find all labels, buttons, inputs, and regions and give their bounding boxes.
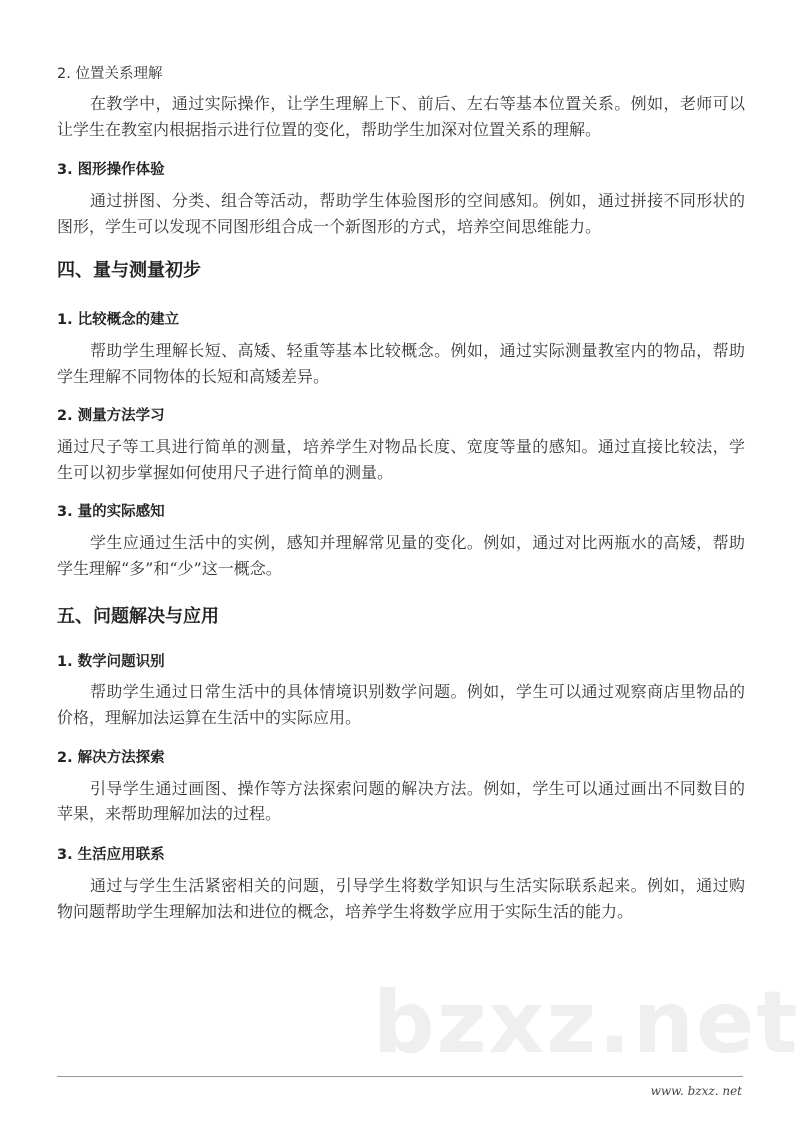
- subheading: 2. 解决方法探索: [57, 750, 165, 766]
- section-heading: 五、问题解决与应用: [57, 606, 219, 627]
- section-heading: 四、量与测量初步: [57, 260, 201, 281]
- subheading: 2. 测量方法学习: [57, 408, 165, 424]
- paragraph-line: 帮助学生理解长短、高矮、轻重等基本比较概念。例如，通过实际测量教室内的物品，帮助: [90, 341, 745, 360]
- paragraph-line: 让学生在教室内根据指示进行位置的变化，帮助学生加深对位置关系的理解。: [57, 120, 602, 139]
- paragraph-line: 帮助学生通过日常生活中的具体情境识别数学问题。例如，学生可以通过观察商店里物品的: [90, 682, 745, 701]
- footer-url: www. bzxz. net: [650, 1084, 742, 1098]
- paragraph-line: 价格，理解加法运算在生活中的实际应用。: [57, 708, 362, 727]
- subheading: 3. 生活应用联系: [57, 847, 165, 863]
- paragraph-line: 通过尺子等工具进行简单的测量，培养学生对物品长度、宽度等量的感知。通过直接比较法，学: [57, 437, 745, 456]
- paragraph-line: 在教学中，通过实际操作，让学生理解上下、前后、左右等基本位置关系。例如，老师可以: [90, 94, 745, 113]
- paragraph-line: 通过拼图、分类、组合等活动，帮助学生体验图形的空间感知。例如，通过拼接不同形状的: [90, 191, 745, 210]
- paragraph-line: 引导学生通过画图、操作等方法探索问题的解决方法。例如，学生可以通过画出不同数目的: [90, 779, 745, 798]
- footer-divider: [57, 1076, 743, 1077]
- subheading: 1. 数学问题识别: [57, 654, 165, 670]
- paragraph-line: 生可以初步掌握如何使用尺子进行简单的测量。: [57, 463, 394, 482]
- paragraph-line: 图形，学生可以发现不同图形组合成一个新图形的方式，培养空间思维能力。: [57, 217, 602, 236]
- subheading: 3. 图形操作体验: [57, 162, 165, 178]
- subheading: 1. 比较概念的建立: [57, 312, 180, 328]
- watermark: bzxz.net: [373, 973, 800, 1073]
- paragraph-line: 学生应通过生活中的实例，感知并理解常见量的变化。例如，通过对比两瓶水的高矮，帮助: [90, 533, 745, 552]
- paragraph-line: 通过与学生生活紧密相关的问题，引导学生将数学知识与生活实际联系起来。例如，通过购: [90, 876, 745, 895]
- subheading: 2. 位置关系理解: [57, 66, 163, 82]
- paragraph-line: 物问题帮助学生理解加法和进位的概念，培养学生将数学应用于实际生活的能力。: [57, 902, 634, 921]
- subheading: 3. 量的实际感知: [57, 504, 165, 520]
- paragraph-line: 学生理解“多”和“少”这一概念。: [57, 559, 282, 578]
- paragraph-line: 苹果，来帮助理解加法的过程。: [57, 804, 282, 823]
- paragraph-line: 学生理解不同物体的长短和高矮差异。: [57, 367, 330, 386]
